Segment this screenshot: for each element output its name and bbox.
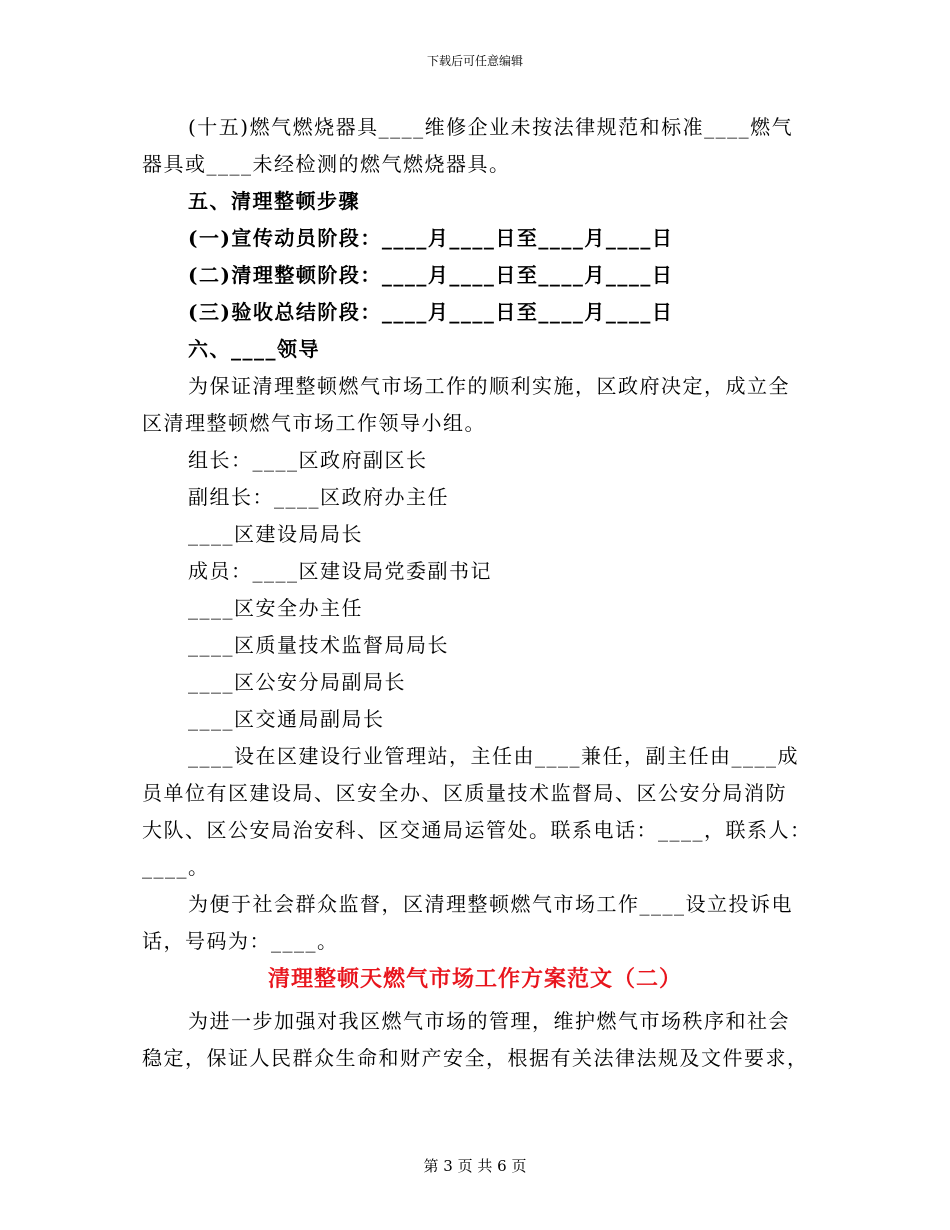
body-line: ____设在区建设行业管理站，主任由____兼任，副主任由____成 [188, 744, 799, 768]
body-line: 大队、区公安局治安科、区交通局运管处。联系电话：____，联系人： [142, 818, 812, 842]
body-line: 器具或____未经检测的燃气燃烧器具。 [142, 152, 511, 176]
member-line: 组长：____区政府副区长 [188, 448, 428, 472]
body-line: 为进一步加强对我区燃气市场的管理，维护燃气市场秩序和社会 [188, 1009, 790, 1033]
body-line: 为保证清理整顿燃气市场工作的顺利实施，区政府决定，成立全 [188, 374, 790, 398]
body-line: (十五)燃气燃烧器具____维修企业未按法律规范和标准____燃气 [188, 115, 794, 139]
member-line: ____区质量技术监督局局长 [188, 633, 449, 657]
member-line: ____区建设局局长 [188, 522, 363, 546]
page-header: 下载后可任意编辑 [426, 54, 523, 68]
member-line: ____区安全办主任 [188, 596, 363, 620]
member-line: ____区交通局副局长 [188, 707, 385, 731]
member-line: 成员：____区建设局党委副书记 [188, 559, 492, 583]
body-line: 员单位有区建设局、区安全办、区质量技术监督局、区公安分局消防 [142, 781, 787, 805]
section-title: 清理整顿天燃气市场工作方案范文（二） [267, 966, 682, 992]
body-line: ____。 [142, 855, 210, 879]
body-line: 话，号码为：____。 [142, 929, 339, 953]
section-heading: 六、____领导 [188, 337, 320, 361]
section-heading: 五、清理整顿步骤 [188, 189, 360, 213]
stage-line: (二)清理整顿阶段：____月____日至____月____日 [188, 263, 674, 287]
stage-line: (三)验收总结阶段：____月____日至____月____日 [188, 300, 674, 324]
body-line: 为便于社会群众监督，区清理整顿燃气市场工作____设立投诉电 [188, 892, 793, 916]
page-footer: 第 3 页 共 6 页 [423, 1157, 527, 1175]
body-line: 区清理整顿燃气市场工作领导小组。 [142, 411, 486, 435]
stage-line: (一)宣传动员阶段：____月____日至____月____日 [188, 226, 674, 250]
member-line: 副组长：____区政府办主任 [188, 485, 449, 509]
member-line: ____区公安分局副局长 [188, 670, 406, 694]
body-line: 稳定，保证人民群众生命和财产安全，根据有关法律法规及文件要求， [142, 1046, 809, 1070]
